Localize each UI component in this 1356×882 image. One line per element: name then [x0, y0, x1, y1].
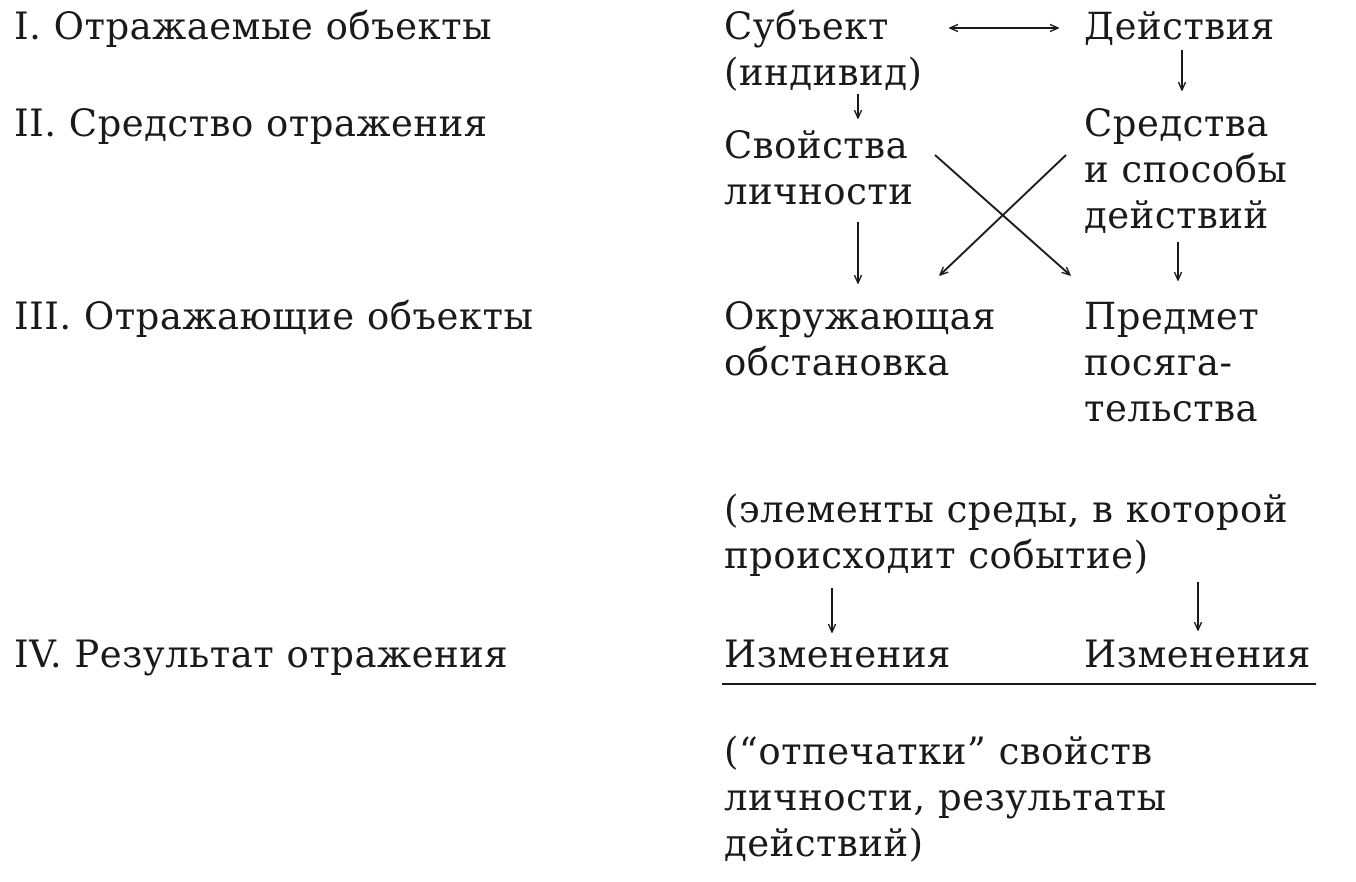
environment-line-1: Окружающая: [724, 295, 997, 338]
imprints-line-1: (“отпечатки” свойств: [724, 730, 1153, 773]
changes-right-node: Изменения: [1084, 633, 1311, 676]
target-line-1: Предмет: [1084, 295, 1260, 338]
subject-node-line-1: Субъект: [724, 5, 889, 48]
subject-node-line-2: (индивид): [724, 51, 923, 94]
means-methods-line-1: Средства: [1084, 102, 1269, 145]
means-methods-line-3: действий: [1084, 194, 1269, 237]
means-methods-line-2: и способы: [1084, 148, 1288, 191]
level-4-label: IV. Результат отражения: [14, 633, 509, 676]
level-3-label: III. Отражающие объекты: [14, 295, 534, 338]
environment-elements-line-2: происходит событие): [724, 534, 1149, 577]
level-2-label: II. Средство отражения: [14, 102, 488, 145]
actions-node-line-1: Действия: [1084, 5, 1275, 48]
changes-left-node: Изменения: [724, 633, 951, 676]
means-to-environment-cross-arrow: [940, 155, 1066, 275]
personality-properties-line-2: личности: [724, 170, 914, 213]
target-line-2: посяга-: [1084, 341, 1233, 384]
environment-elements-line-1: (элементы среды, в которой: [724, 488, 1288, 531]
personality-properties-line-1: Свойства: [724, 124, 909, 167]
target-line-3: тельства: [1084, 387, 1259, 430]
imprints-line-3: действий): [724, 822, 924, 865]
level-1-label: I. Отражаемые объекты: [14, 5, 493, 48]
imprints-line-2: личности, результаты: [724, 776, 1167, 819]
environment-line-2: обстановка: [724, 341, 950, 384]
